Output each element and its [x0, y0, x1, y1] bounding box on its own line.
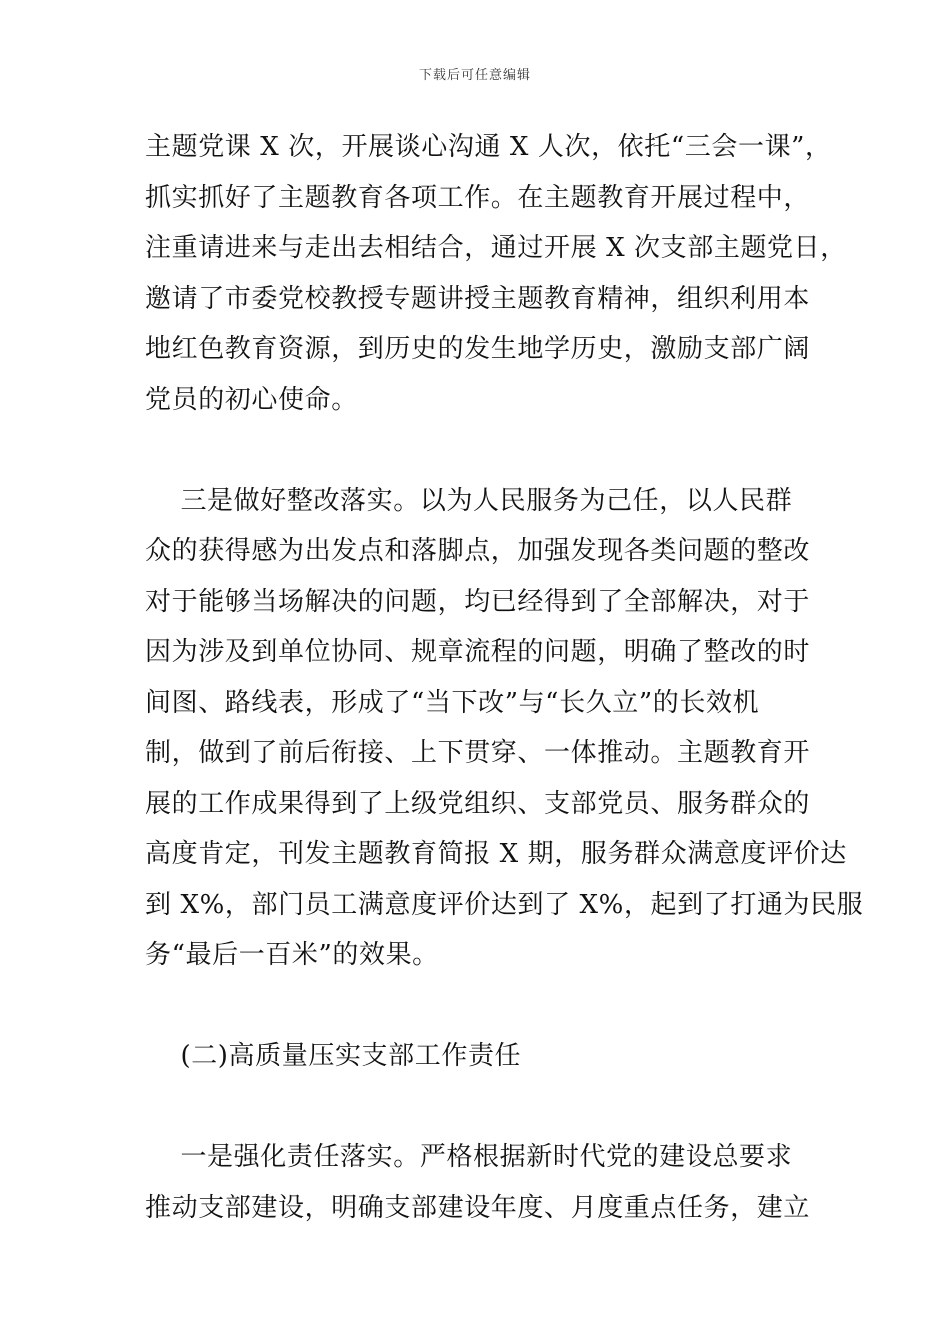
- text-line: 党员的初心使命。: [145, 384, 358, 415]
- text-line: 务“最后一百米”的效果。: [145, 940, 439, 970]
- paragraph-spacer: [145, 1082, 805, 1133]
- page-header: 下载后可任意编辑: [418, 68, 531, 83]
- section-heading: [145, 1031, 805, 1082]
- text-line: 三是做好整改落实。以为人民服务为己任，以人民群: [145, 485, 793, 516]
- text-line: 抓实抓好了主题教育各项工作。在主题教育开展过程中，: [145, 182, 811, 213]
- text-line: 制，做到了前后衔接、上下贯穿、一体推动。主题教育开: [145, 738, 811, 768]
- text-line: 对于能够当场解决的问题，均已经得到了全部解决，对于: [145, 586, 811, 617]
- paragraph-spacer: [145, 981, 805, 1032]
- text-line: 邀请了市委党校教授专题讲授主题教育精神，组织利用本: [145, 283, 811, 314]
- text-line: 高度肯定，刊发主题教育简报 X 期，服务群众满意度评价达: [145, 839, 847, 869]
- text-line: 到 X%，部门员工满意度评价达到了 X%，起到了打通为民服: [145, 889, 864, 920]
- heading-line: (二)高质量压实支部工作责任: [145, 1041, 522, 1071]
- paragraph: [145, 1132, 811, 1233]
- paragraph: [145, 122, 847, 425]
- text-line: 因为涉及到单位协同、规章流程的问题，明确了整改的时: [145, 637, 811, 667]
- text-line: 地红色教育资源，到历史的发生地学历史，激励支部广阔: [145, 334, 811, 364]
- text-line: 推动支部建设，明确支部建设年度、月度重点任务，建立: [145, 1192, 811, 1223]
- paragraph: [145, 476, 864, 981]
- paragraph-spacer: [145, 425, 805, 476]
- text-line: 间图、路线表，形成了“当下改”与“长久立”的长效机: [145, 687, 760, 718]
- text-line: 展的工作成果得到了上级党组织、支部党员、服务群众的: [145, 788, 811, 819]
- text-line: 众的获得感为出发点和落脚点，加强发现各类问题的整改: [145, 536, 811, 566]
- document-body: [145, 122, 864, 1233]
- text-line: 主题党课 X 次，开展谈心沟通 X 人次，依托“三会一课”，: [145, 132, 832, 162]
- text-line: 一是强化责任落实。严格根据新时代党的建设总要求: [145, 1142, 793, 1172]
- text-line: 注重请进来与走出去相结合，通过开展 X 次支部主题党日，: [145, 233, 847, 263]
